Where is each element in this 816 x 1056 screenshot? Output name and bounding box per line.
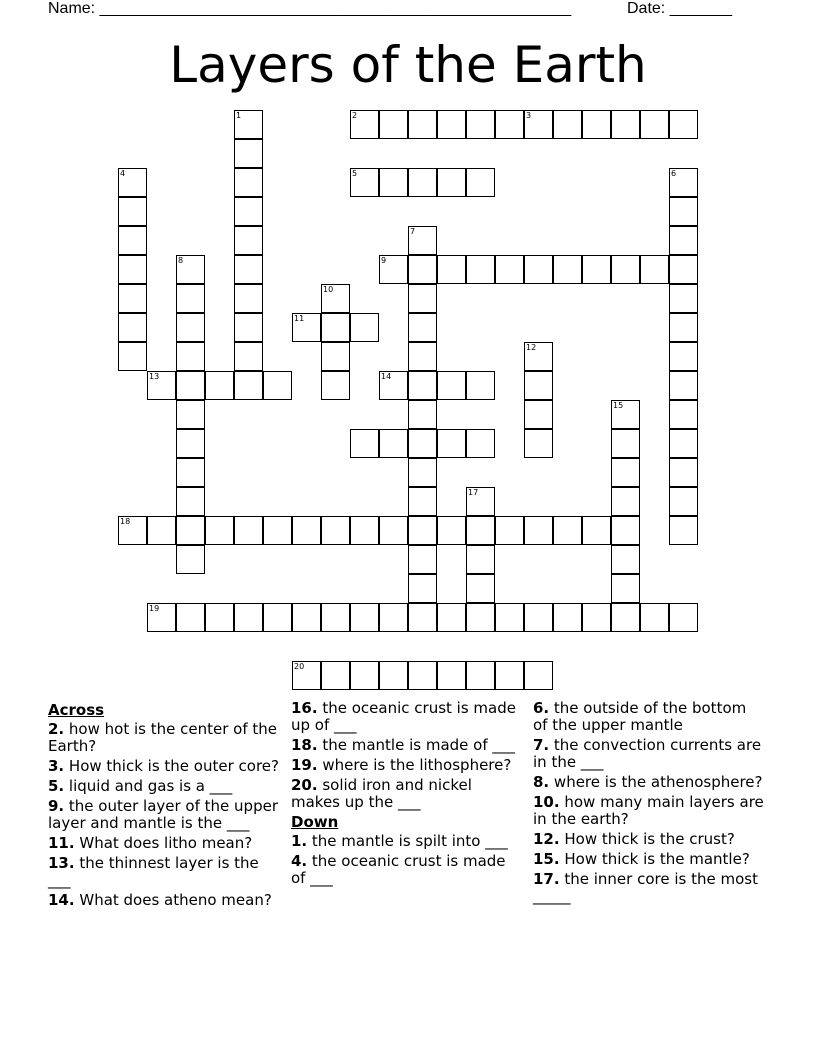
crossword-cell[interactable] <box>669 487 698 516</box>
crossword-cell[interactable] <box>466 110 495 139</box>
crossword-cell[interactable] <box>466 371 495 400</box>
clue-number: 7 <box>410 227 416 236</box>
crossword-cell[interactable] <box>640 255 669 284</box>
clue-across-2: 2. how hot is the center of the Earth? <box>48 720 277 755</box>
crossword-cell[interactable] <box>350 168 379 197</box>
across-heading: Across <box>48 701 105 719</box>
clue-down-1: 1. the mantle is spilt into ___ <box>291 832 508 850</box>
clue-across-20: 20. solid iron and nickel makes up the ___ <box>291 776 472 811</box>
crossword-cell[interactable] <box>321 516 350 545</box>
crossword-cell[interactable] <box>524 371 553 400</box>
crossword-cell[interactable] <box>408 429 437 458</box>
crossword-cell[interactable] <box>263 516 292 545</box>
crossword-cell[interactable] <box>524 429 553 458</box>
clue-across-11: 11. What does litho mean? <box>48 834 253 852</box>
crossword-cell[interactable] <box>408 574 437 603</box>
crossword-cell[interactable] <box>379 110 408 139</box>
crossword-cell[interactable] <box>495 661 524 690</box>
date-field-label: Date: _______ <box>627 0 732 17</box>
crossword-cell[interactable] <box>669 197 698 226</box>
crossword-cell[interactable] <box>466 545 495 574</box>
crossword-cell[interactable] <box>466 487 495 516</box>
crossword-cell[interactable] <box>669 400 698 429</box>
crossword-cell[interactable] <box>524 110 553 139</box>
clue-across-9: 9. the outer layer of the upper layer and mantle is the ___ <box>48 797 278 832</box>
crossword-cell[interactable] <box>640 110 669 139</box>
clue-down-6: 6. the outside of the bottom of the upper mantle <box>533 699 747 734</box>
crossword-cell[interactable] <box>176 487 205 516</box>
crossword-cell[interactable] <box>437 371 466 400</box>
crossword-cell[interactable] <box>234 197 263 226</box>
crossword-cell[interactable] <box>292 516 321 545</box>
crossword-cell[interactable] <box>379 429 408 458</box>
clue-number: 4 <box>120 169 126 178</box>
crossword-cell[interactable] <box>495 255 524 284</box>
crossword-cell[interactable] <box>176 545 205 574</box>
crossword-cell[interactable] <box>437 661 466 690</box>
clue-number: 20 <box>294 662 305 671</box>
crossword-cell[interactable] <box>408 313 437 342</box>
crossword-cell[interactable] <box>553 255 582 284</box>
clue-number: 12 <box>526 343 537 352</box>
crossword-cell[interactable] <box>466 168 495 197</box>
crossword-cell[interactable] <box>350 603 379 632</box>
crossword-cell[interactable] <box>408 342 437 371</box>
clue-down-7: 7. the convection currents are in the ___ <box>533 736 762 771</box>
crossword-cell[interactable] <box>350 110 379 139</box>
clue-number: 2 <box>352 111 358 120</box>
clue-down-4: 4. the oceanic crust is made of ___ <box>291 852 506 887</box>
crossword-cell[interactable] <box>669 255 698 284</box>
crossword-cell[interactable] <box>669 371 698 400</box>
clue-across-16: 16. the oceanic crust is made up of ___ <box>291 699 516 734</box>
crossword-cell[interactable] <box>408 487 437 516</box>
crossword-cell[interactable] <box>466 429 495 458</box>
crossword-cell[interactable] <box>408 400 437 429</box>
crossword-cell[interactable] <box>234 255 263 284</box>
crossword-cell[interactable] <box>176 342 205 371</box>
crossword-cell[interactable] <box>669 168 698 197</box>
crossword-cell[interactable] <box>379 255 408 284</box>
crossword-cell[interactable] <box>524 342 553 371</box>
clue-number: 6 <box>671 169 677 178</box>
crossword-cell[interactable] <box>408 603 437 632</box>
crossword-cell[interactable] <box>118 197 147 226</box>
crossword-cell[interactable] <box>669 284 698 313</box>
crossword-cell[interactable] <box>611 255 640 284</box>
crossword-cell[interactable] <box>408 255 437 284</box>
crossword-cell[interactable] <box>176 400 205 429</box>
crossword-cell[interactable] <box>118 168 147 197</box>
clue-number: 15 <box>613 401 624 410</box>
clue-down-8: 8. where is the athenosphere? <box>533 773 763 791</box>
crossword-cell[interactable] <box>611 429 640 458</box>
crossword-cell[interactable] <box>408 284 437 313</box>
crossword-cell[interactable] <box>118 284 147 313</box>
crossword-cell[interactable] <box>292 661 321 690</box>
crossword-cell[interactable] <box>176 255 205 284</box>
clue-number: 8 <box>178 256 184 265</box>
crossword-cell[interactable] <box>234 139 263 168</box>
crossword-cell[interactable] <box>640 603 669 632</box>
crossword-cell[interactable] <box>118 313 147 342</box>
crossword-cell[interactable] <box>437 603 466 632</box>
clue-column-3 <box>533 700 765 908</box>
crossword-cell[interactable] <box>234 226 263 255</box>
crossword-cell[interactable] <box>669 458 698 487</box>
crossword-cell[interactable] <box>437 255 466 284</box>
clue-number: 13 <box>149 372 160 381</box>
crossword-cell[interactable] <box>379 371 408 400</box>
crossword-cell[interactable] <box>234 371 263 400</box>
crossword-cell[interactable] <box>466 574 495 603</box>
crossword-cell[interactable] <box>350 516 379 545</box>
name-field-label: Name: _____________________________________________________ <box>48 0 572 17</box>
crossword-cell[interactable] <box>205 516 234 545</box>
crossword-cell[interactable] <box>582 255 611 284</box>
crossword-cell[interactable] <box>234 313 263 342</box>
crossword-cell[interactable] <box>524 603 553 632</box>
crossword-cell[interactable] <box>205 603 234 632</box>
crossword-cell[interactable] <box>176 429 205 458</box>
crossword-cell[interactable] <box>321 284 350 313</box>
crossword-cell[interactable] <box>379 603 408 632</box>
clue-column-2 <box>291 700 523 890</box>
crossword-cell[interactable] <box>234 110 263 139</box>
crossword-cell[interactable] <box>611 516 640 545</box>
crossword-cell[interactable] <box>669 429 698 458</box>
clue-number: 10 <box>323 285 334 294</box>
clue-across-19: 19. where is the lithosphere? <box>291 756 512 774</box>
crossword-cell[interactable] <box>611 110 640 139</box>
crossword-cell[interactable] <box>321 603 350 632</box>
clue-number: 14 <box>381 372 392 381</box>
crossword-cell[interactable] <box>118 255 147 284</box>
page-title: Layers of the Earth <box>169 36 647 94</box>
crossword-cell[interactable] <box>350 313 379 342</box>
crossword-cell[interactable] <box>408 516 437 545</box>
crossword-cell[interactable] <box>553 603 582 632</box>
crossword-cell[interactable] <box>118 342 147 371</box>
crossword-cell[interactable] <box>263 371 292 400</box>
crossword-cell[interactable] <box>147 603 176 632</box>
crossword-cell[interactable] <box>234 284 263 313</box>
crossword-cell[interactable] <box>147 371 176 400</box>
crossword-cell[interactable] <box>118 226 147 255</box>
crossword-cell[interactable] <box>611 545 640 574</box>
crossword-cell[interactable] <box>408 545 437 574</box>
crossword-cell[interactable] <box>466 661 495 690</box>
crossword-cell[interactable] <box>292 313 321 342</box>
crossword-cell[interactable] <box>321 371 350 400</box>
crossword-cell[interactable] <box>379 661 408 690</box>
crossword-cell[interactable] <box>669 603 698 632</box>
crossword-cell[interactable] <box>321 313 350 342</box>
crossword-cell[interactable] <box>437 429 466 458</box>
crossword-cell[interactable] <box>495 110 524 139</box>
crossword-cell[interactable] <box>524 400 553 429</box>
crossword-cell[interactable] <box>524 516 553 545</box>
clue-across-18: 18. the mantle is made of ___ <box>291 736 515 754</box>
clue-down-15: 15. How thick is the mantle? <box>533 850 750 868</box>
clue-number: 5 <box>352 169 358 178</box>
crossword-cell[interactable] <box>582 516 611 545</box>
crossword-cell[interactable] <box>350 661 379 690</box>
clue-number: 3 <box>526 111 532 120</box>
crossword-cell[interactable] <box>466 255 495 284</box>
crossword-cell[interactable] <box>234 603 263 632</box>
clue-number: 19 <box>149 604 160 613</box>
crossword-cell[interactable] <box>669 313 698 342</box>
crossword-cell[interactable] <box>408 371 437 400</box>
crossword-cell[interactable] <box>669 226 698 255</box>
clue-across-13: 13. the thinnest layer is the ___ <box>48 854 259 889</box>
crossword-cell[interactable] <box>495 603 524 632</box>
crossword-cell[interactable] <box>176 284 205 313</box>
crossword-cell[interactable] <box>437 110 466 139</box>
crossword-cell[interactable] <box>321 661 350 690</box>
crossword-cell[interactable] <box>176 371 205 400</box>
crossword-cell[interactable] <box>524 661 553 690</box>
clue-across-14: 14. What does atheno mean? <box>48 891 272 909</box>
crossword-cell[interactable] <box>669 342 698 371</box>
crossword-cell[interactable] <box>611 603 640 632</box>
crossword-cell[interactable] <box>176 458 205 487</box>
crossword-cell[interactable] <box>582 110 611 139</box>
crossword-cell[interactable] <box>234 342 263 371</box>
crossword-cell[interactable] <box>263 603 292 632</box>
crossword-cell[interactable] <box>611 574 640 603</box>
crossword-cell[interactable] <box>495 516 524 545</box>
clue-number: 9 <box>381 256 387 265</box>
crossword-cell[interactable] <box>176 516 205 545</box>
clue-number: 18 <box>120 517 131 526</box>
crossword-cell[interactable] <box>408 168 437 197</box>
crossword-cell[interactable] <box>524 255 553 284</box>
crossword-cell[interactable] <box>669 516 698 545</box>
crossword-cell[interactable] <box>611 487 640 516</box>
crossword-cell[interactable] <box>234 516 263 545</box>
crossword-cell[interactable] <box>205 371 234 400</box>
crossword-cell[interactable] <box>466 516 495 545</box>
clue-across-5: 5. liquid and gas is a ___ <box>48 777 233 795</box>
crossword-cell[interactable] <box>176 313 205 342</box>
crossword-cell[interactable] <box>437 516 466 545</box>
crossword-cell[interactable] <box>234 168 263 197</box>
crossword-cell[interactable] <box>553 516 582 545</box>
crossword-cell[interactable] <box>582 603 611 632</box>
crossword-cell[interactable] <box>408 226 437 255</box>
crossword-cell[interactable] <box>292 603 321 632</box>
crossword-cell[interactable] <box>669 110 698 139</box>
clue-down-12: 12. How thick is the crust? <box>533 830 735 848</box>
crossword-cell[interactable] <box>408 458 437 487</box>
down-heading: Down <box>291 813 339 831</box>
crossword-cell[interactable] <box>350 429 379 458</box>
clue-number: 1 <box>236 111 242 120</box>
crossword-cell[interactable] <box>379 516 408 545</box>
crossword-cell[interactable] <box>408 110 437 139</box>
crossword-cell[interactable] <box>118 516 147 545</box>
crossword-cell[interactable] <box>147 516 176 545</box>
clue-number: 11 <box>294 314 305 323</box>
crossword-cell[interactable] <box>176 603 205 632</box>
clue-column-1 <box>48 700 280 912</box>
crossword-cell[interactable] <box>611 400 640 429</box>
crossword-cell[interactable] <box>321 342 350 371</box>
crossword-cell[interactable] <box>408 661 437 690</box>
clue-number: 17 <box>468 488 479 497</box>
crossword-cell[interactable] <box>466 603 495 632</box>
clue-across-3: 3. How thick is the outer core? <box>48 757 279 775</box>
clue-down-17: 17. the inner core is the most _____ <box>533 870 758 905</box>
clue-down-10: 10. how many main layers are in the earth? <box>533 793 764 828</box>
crossword-cell[interactable] <box>553 110 582 139</box>
crossword-cell[interactable] <box>611 458 640 487</box>
crossword-cell[interactable] <box>379 168 408 197</box>
crossword-cell[interactable] <box>437 168 466 197</box>
